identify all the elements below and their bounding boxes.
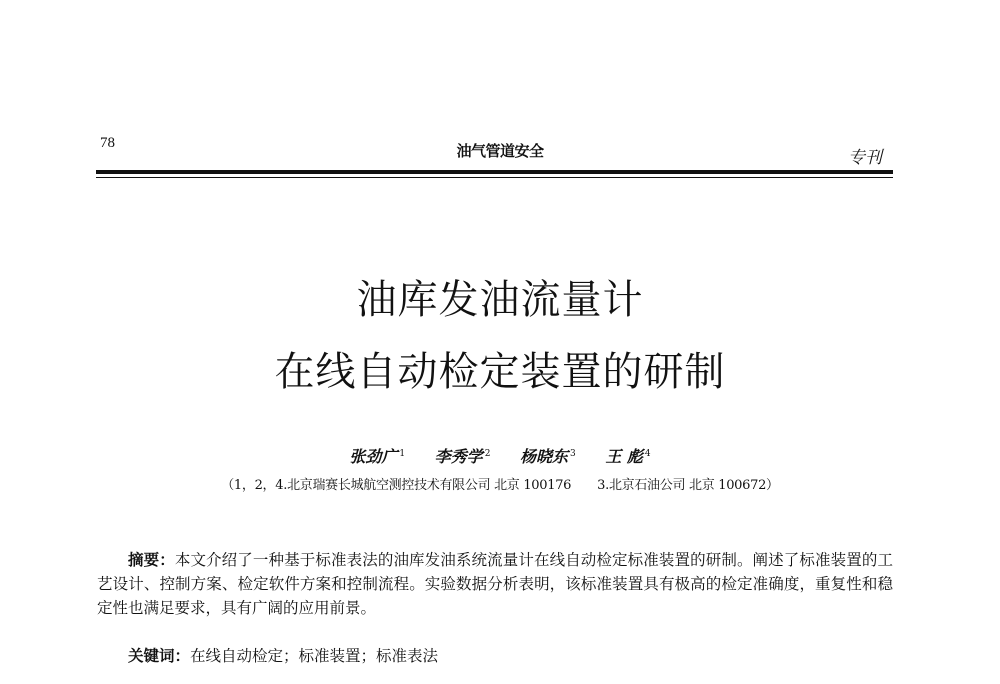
- header-rule-thick: [96, 170, 893, 174]
- author-name: 李秀学: [434, 447, 483, 466]
- journal-title: 油气管道安全: [456, 142, 544, 160]
- author-mark: 3: [570, 448, 576, 459]
- author: [435, 444, 491, 467]
- author: [349, 444, 405, 467]
- abstract: [97, 548, 893, 620]
- author-mark: 4: [644, 448, 651, 459]
- article-title-line-1: 油库发油流量计: [356, 277, 644, 323]
- keywords-text: 在线自动检定；标准装置；标准表法: [190, 647, 439, 665]
- author: [605, 444, 650, 467]
- author-list: [0, 444, 1000, 467]
- author-mark: 1: [399, 448, 406, 459]
- author-mark: 2: [484, 448, 491, 459]
- keywords-label: 关键词：: [128, 646, 191, 665]
- abstract-text: 本文介绍了一种基于标准表法的油库发油系统流量计在线自动检定标准装置的研制。阐述了标准装置的工艺设计、控制方案、检定软件方案和控制流程。实验数据分析表明，该标准装置具有极高的检定准确度，重复性和稳定性也满足要求，具有广阔的应用前景。: [97, 551, 893, 617]
- affiliations: [0, 474, 1000, 493]
- author-name: 张劲广: [349, 447, 398, 466]
- page-number: 78: [100, 135, 115, 151]
- author-name: 杨晓东: [520, 447, 569, 466]
- keywords: [128, 644, 438, 666]
- header-rule-thin: [96, 177, 893, 178]
- affiliation-2: 3.北京石油公司 北京 100672）: [597, 478, 779, 493]
- author: [520, 444, 576, 467]
- affiliation-1: （1，2，4.北京瑞赛长城航空测控技术有限公司 北京 100176: [221, 478, 572, 493]
- issue-label: 专刊: [848, 148, 882, 168]
- author-name: 王 彪: [605, 447, 643, 466]
- article-title-line-2: 在线自动检定装置的研制: [274, 349, 726, 395]
- abstract-label: 摘要：: [128, 550, 175, 569]
